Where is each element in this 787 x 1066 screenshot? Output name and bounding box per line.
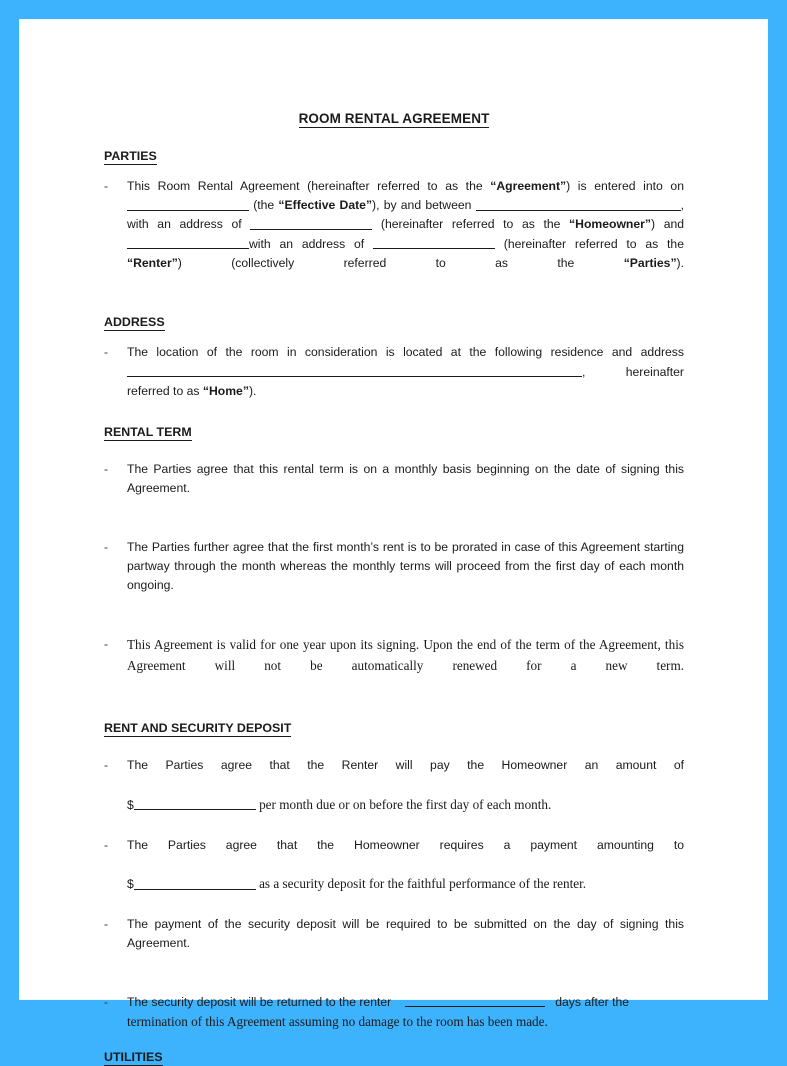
t: , with an address of <box>127 198 684 232</box>
bullet-text <box>127 177 684 293</box>
currency-symbol: $ <box>127 877 134 892</box>
bullet-dash: - <box>104 917 109 932</box>
term-effective-date: “Effective Date” <box>278 198 373 213</box>
page-title-text: ROOM RENTAL AGREEMENT <box>298 111 490 126</box>
bullet-rental-term-1 <box>104 460 684 518</box>
t: , hereinafter referred to as <box>127 364 684 398</box>
t: (hereinafter referred to as the <box>494 236 684 251</box>
term-agreement: “Agreement” <box>490 178 567 193</box>
bullet-text <box>127 993 684 1033</box>
deposit-tail: as a security deposit for the faithful performance of the renter. <box>255 876 587 892</box>
t: This Room Rental Agreement (hereinafter referred to as the <box>127 178 491 193</box>
bullet-dash: - <box>104 994 109 1009</box>
blank-return-days[interactable] <box>405 995 545 1008</box>
bullet-dash: - <box>104 539 109 554</box>
page-title <box>104 111 684 127</box>
bullet-dash: - <box>104 345 109 360</box>
bullet-dash: - <box>104 178 109 193</box>
blank-monthly-rent[interactable] <box>134 798 256 811</box>
bullet-rent-4 <box>104 993 684 1033</box>
term-parties: “Parties” <box>623 255 677 270</box>
bullet-text <box>127 343 684 401</box>
blank-homeowner-name[interactable] <box>476 198 681 211</box>
document-page <box>20 20 767 1065</box>
deposit-lead: The Parties agree that the Homeowner requires a payment amounting to <box>127 837 684 852</box>
bullet-dash: - <box>104 636 109 651</box>
blank-effective-date[interactable] <box>127 198 249 211</box>
t: with an address of <box>249 236 373 251</box>
section-heading-utilities: UTILITIES <box>104 1050 163 1065</box>
bullet-text <box>127 756 684 815</box>
bullet-address-1 <box>104 343 684 401</box>
return-lead: The security deposit will be returned to the renter <box>127 994 392 1009</box>
bullet-text: This Agreement is valid for one year upon its signing. Upon the end of the term of the Agreement, this Agreement will not be automatically renewed for a new term. <box>127 636 684 673</box>
bullet-rent-2 <box>104 836 684 895</box>
bullet-rental-term-2 <box>104 538 684 615</box>
blank-renter-name[interactable] <box>127 237 249 250</box>
t: ). <box>676 255 684 270</box>
blank-homeowner-address[interactable] <box>250 217 372 230</box>
term-renter: “Renter” <box>127 255 178 270</box>
section-heading-address: ADDRESS <box>104 315 165 330</box>
bullet-parties-1 <box>104 177 684 293</box>
currency-symbol: $ <box>127 797 134 812</box>
document-body <box>104 102 684 1065</box>
return-tail: termination of this Agreement assuming no damage to the room has been made. <box>127 1014 548 1030</box>
bullet-text: The payment of the security deposit will be required to be submitted on the day of signing this Agreement. <box>127 917 684 951</box>
blank-home-address[interactable] <box>127 364 582 377</box>
bullet-rent-3 <box>104 915 684 973</box>
section-heading-rental-term: RENTAL TERM <box>104 425 192 440</box>
t: (hereinafter referred to as the <box>372 217 570 232</box>
rent-tail: per month due or on before the first day of each month. <box>255 796 552 812</box>
t: ) is entered into on <box>566 178 684 193</box>
t: The location of the room in consideration is located at the following residence and address <box>127 345 684 360</box>
bullet-text: The Parties agree that this rental term is on a monthly basis beginning on the date of signing this Agreement. <box>127 462 684 496</box>
return-mid: days after the <box>555 994 630 1009</box>
term-home: “Home” <box>202 383 249 398</box>
bullet-dash: - <box>104 462 109 477</box>
t: ) (collectively referred to as the <box>177 255 624 270</box>
t: ) and <box>651 217 685 232</box>
blank-security-deposit[interactable] <box>134 877 256 890</box>
section-heading-parties: PARTIES <box>104 149 157 163</box>
term-homeowner: “Homeowner” <box>569 217 651 232</box>
bullet-text: The Parties further agree that the first month’s rent is to be prorated in case of this Agreement starting partway through the month whereas the monthly terms will proceed from the first day of each month ongoing. <box>127 539 684 593</box>
blank-renter-address[interactable] <box>373 237 495 250</box>
bullet-dash: - <box>104 758 109 773</box>
bullet-rental-term-3 <box>104 635 684 698</box>
bullet-rent-1 <box>104 756 684 815</box>
rent-lead: The Parties agree that the Renter will pay the Homeowner an amount of <box>127 758 684 773</box>
t: ), by and between <box>372 198 476 213</box>
bullet-text <box>127 836 684 895</box>
section-heading-rent-and-security-deposit: RENT AND SECURITY DEPOSIT <box>104 721 292 736</box>
t: (the <box>249 198 279 213</box>
bullet-dash: - <box>104 837 109 852</box>
t: ). <box>248 383 257 398</box>
